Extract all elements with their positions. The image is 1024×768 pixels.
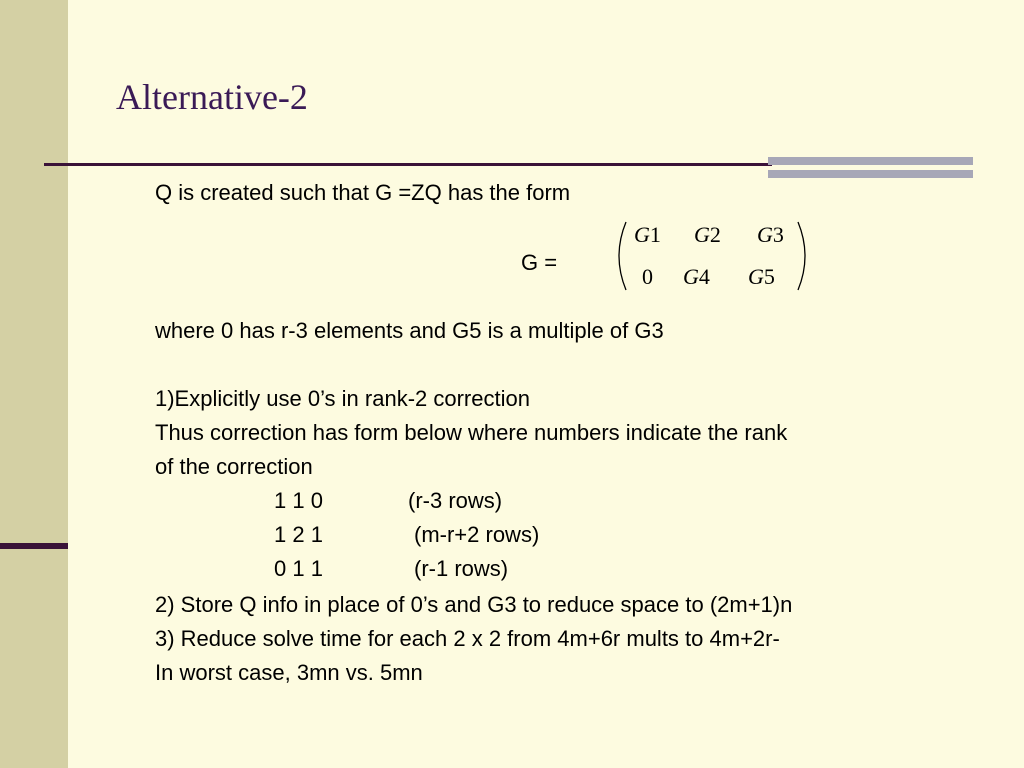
matrix-cell-r1c3: G3 (757, 222, 784, 247)
worst-case: In worst case, 3mn vs. 5mn (155, 660, 423, 685)
intro-text: Q is created such that G =ZQ has the form (155, 180, 571, 205)
g-matrix (612, 218, 812, 294)
rank-row-pattern-3: 0 1 1 (274, 556, 323, 581)
left-decorative-band (0, 0, 68, 768)
rank-row-desc-2: (m-r+2 rows) (414, 522, 540, 547)
rank-row-desc-1: (r-3 rows) (408, 488, 503, 513)
matrix-cell-r2c3: G5 (748, 264, 775, 289)
point-1: 1)Explicitly use 0’s in rank-2 correction (155, 386, 530, 411)
title-divider-line (44, 163, 772, 166)
matrix-cell-r1c2: G2 (694, 222, 721, 247)
thus-line-1: Thus correction has form below where numbers indicate the rank (155, 420, 788, 445)
divider-gray-bar-bottom (768, 170, 973, 178)
rank-row-desc-3: (r-1 rows) (414, 556, 509, 581)
divider-gray-bar-top (768, 157, 973, 165)
matrix-cell-r1c1: G1 (634, 222, 661, 247)
equation-lhs: G = (521, 250, 558, 275)
point-3: 3) Reduce solve time for each 2 x 2 from 4m+6r mults to 4m+2r- (155, 626, 780, 651)
point-2: 2) Store Q info in place of 0’s and G3 to reduce space to (2m+1)n (155, 592, 793, 617)
slide-title: Alternative-2 (116, 77, 308, 117)
rank-row-pattern-1: 1 1 0 (274, 488, 323, 513)
thus-line-2: of the correction (155, 454, 313, 479)
where-note: where 0 has r-3 elements and G5 is a multiple of G3 (155, 318, 664, 343)
left-accent-bar (0, 543, 68, 549)
matrix-cell-r2c2: G4 (683, 264, 710, 289)
rank-row-pattern-2: 1 2 1 (274, 522, 323, 547)
matrix-cell-r2c1: 0 (642, 264, 653, 289)
